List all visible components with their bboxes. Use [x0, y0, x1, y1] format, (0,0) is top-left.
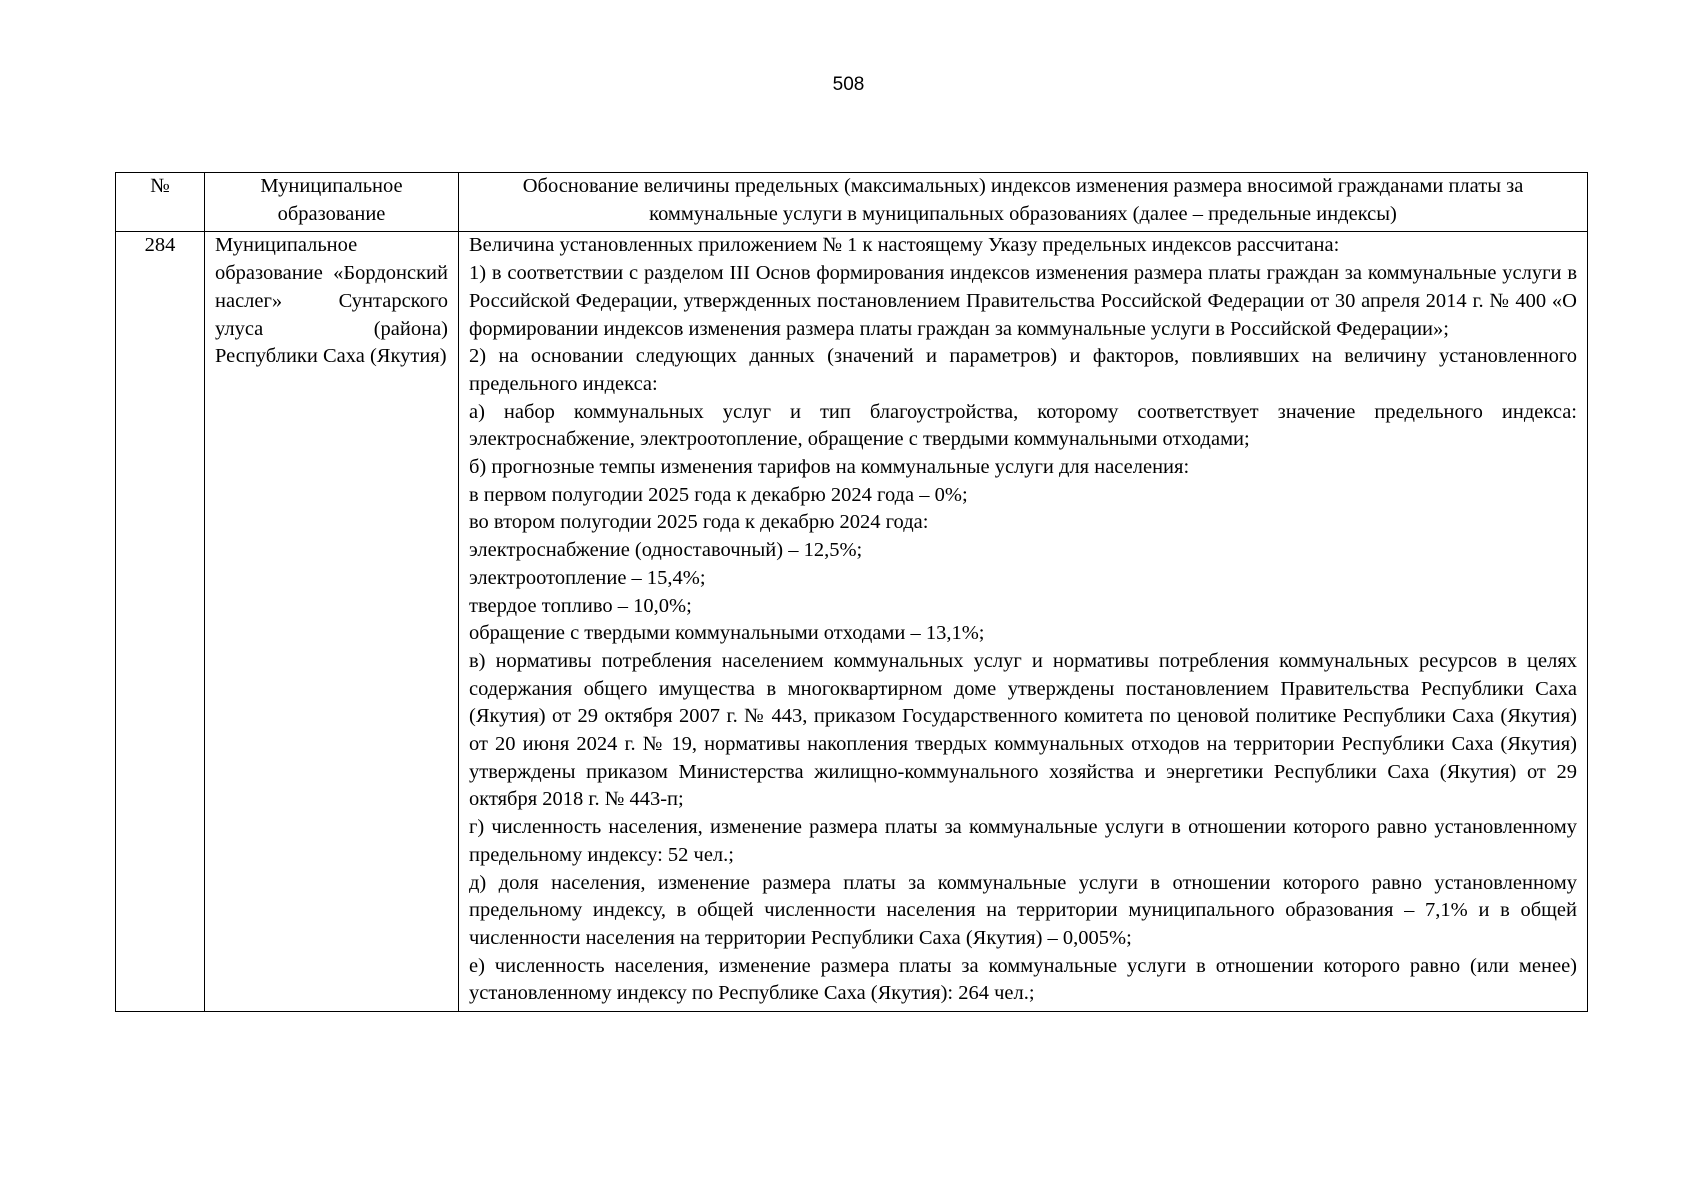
table-header: [116, 173, 1588, 232]
justification-paragraph: г) численность населения, изменение размера платы за коммунальные услуги в отношении которого равно установленному предельному индексу: 52 чел.;: [469, 816, 1577, 866]
row-justification: [459, 232, 1588, 1012]
justification-paragraph: д) доля населения, изменение размера платы за коммунальные услуги в отношении которого равно установленному предельному индексу, в общей численности населения на территории муниципального образования – 7,1% и в общей численности населения на территории Республики Саха (Якутия) – 0,005%;: [469, 871, 1577, 949]
justification-paragraph: электроотопление – 15,4%;: [469, 566, 706, 589]
row-number: 284: [116, 232, 205, 1012]
justification-paragraph: обращение с твердыми коммунальными отходами – 13,1%;: [469, 622, 985, 645]
header-municipality: Муниципальное образование: [205, 173, 459, 232]
header-number: №: [116, 173, 205, 232]
justification-paragraph: а) набор коммунальных услуг и тип благоустройства, которому соответствует значение предельного индекса: электроснабжение, электроотопление, обращение с твердыми коммунальными отходами;: [469, 400, 1577, 451]
table-row: [116, 232, 1588, 1012]
justification-paragraph: б) прогнозные темпы изменения тарифов на коммунальные услуги для населения:: [469, 456, 1190, 479]
justification-paragraph: 2) на основании следующих данных (значений и параметров) и факторов, повлиявших на величину установленного предельного индекса:: [469, 345, 1577, 395]
header-justification: Обоснование величины предельных (максимальных) индексов изменения размера вносимой гражданами платы за коммунальные услуги в муниципальных образованиях (далее – предельные индексы): [459, 173, 1588, 232]
justification-paragraph: Величина установленных приложением № 1 к настоящему Указу предельных индексов рассчитана:: [469, 234, 1340, 257]
table-body: [116, 232, 1588, 1012]
justification-paragraph: электроснабжение (одноставочный) – 12,5%;: [469, 539, 863, 562]
header-row: [116, 173, 1588, 232]
justification-paragraph: твердое топливо – 10,0%;: [469, 594, 692, 617]
row-municipality: Муниципальное образование «Бордонский наслег» Сунтарского улуса (района) Республики Саха (Якутия): [205, 232, 459, 1012]
justification-table: [115, 172, 1588, 1012]
justification-paragraph: в) нормативы потребления населением коммунальных услуг и нормативы потребления коммунальных ресурсов в целях содержания общего имущества в многоквартирном доме утверждены постановлением Правительства Республики Саха (Якутия) от 29 октября 2007 г. № 443, приказом Государственного комитета по ценовой политике Республики Саха (Якутия) от 20 июня 2024 г. № 19, нормативы накопления твердых коммунальных отходов на территории Республики Саха (Якутия) утверждены приказом Министерства жилищно-коммунального хозяйства и энергетики Республики Саха (Якутия) от 29 октября 2018 г. № 443-п;: [469, 649, 1577, 811]
justification-paragraph: е) численность населения, изменение размера платы за коммунальные услуги в отношении которого равно (или менее) установленному индексу по Республике Саха (Якутия): 264 чел.;: [469, 954, 1577, 1005]
justification-paragraph: в первом полугодии 2025 года к декабрю 2024 года – 0%;: [469, 483, 968, 506]
justification-paragraph: во втором полугодии 2025 года к декабрю 2024 года:: [469, 511, 929, 534]
justification-paragraph: 1) в соответствии с разделом III Основ формирования индексов изменения размера платы граждан за коммунальные услуги в Российской Федерации, утвержденных постановлением Правительства Российской Федерации от 30 апреля 2014 г. № 400 «О формировании индексов изменения размера платы граждан за коммунальные услуги в Российской Федерации»;: [469, 262, 1577, 340]
page-number: 508: [832, 74, 865, 95]
